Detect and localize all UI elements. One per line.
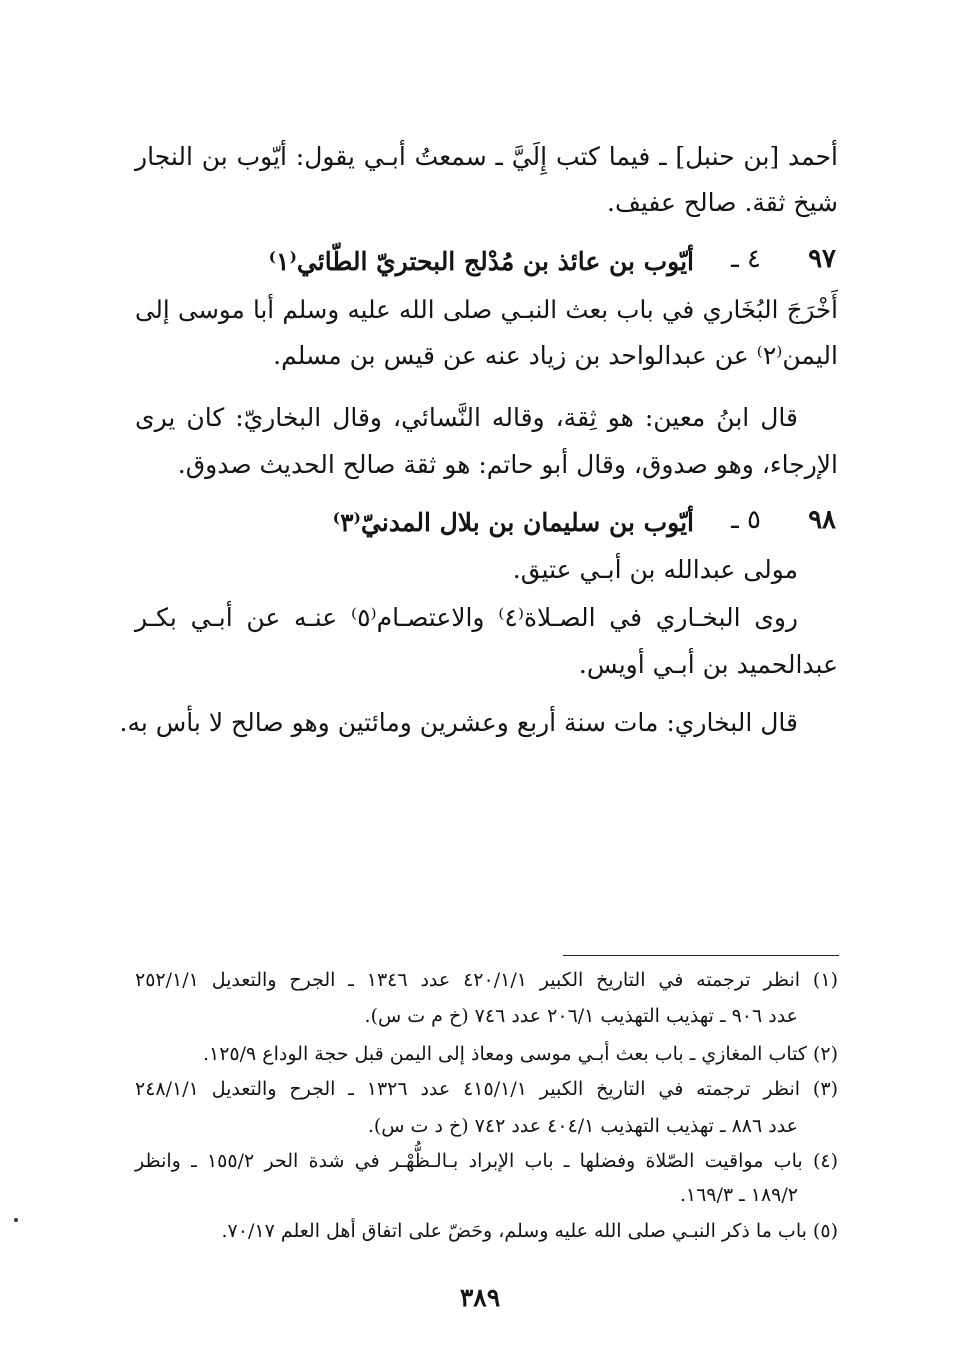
footnote-separator (563, 955, 839, 956)
entry-index: ٥ ـ (731, 505, 761, 535)
entry-text-line: عبدالحميد بن أبـي أويس. (578, 650, 838, 679)
footnote-line: ١٨٩/٢ ـ ١٦٩/٣. (679, 1184, 798, 1206)
footnote-line: (٢) كتاب المغازي ـ باب بعث أبـي موسى ومعاذ إلى اليمن قبل حجة الوداع ١٢٥/٩. (202, 1043, 838, 1065)
footnote-line: عدد ٩٠٦ ـ تهذيب التهذيب ٢٠٦/١ عدد ٧٤٦ (خ م ت س). (364, 1005, 798, 1027)
entry-heading: أيّوب بن سليمان بن بلال المدنيّ⁽٣⁾ (332, 508, 694, 537)
intro-line-1: أحمد [بن حنبل] ـ فيما كتب إِلَيَّ ـ سمعتُ أبـي يقول: أيّوب بن النجار (135, 142, 838, 171)
entry-number: ٩٧ (808, 244, 836, 274)
entry-text-line: روى البخـاري في الصـلاة⁽٤⁾ والاعتصـام⁽٥⁾ عنـه عن أبـي بكـر (135, 603, 799, 632)
footnote-line: عدد ٨٨٦ ـ تهذيب التهذيب ٤٠٤/١ عدد ٧٤٢ (خ د ت س). (367, 1115, 798, 1137)
entry-note-line: قال ابنُ معين: هو ثِقة، وقاله النَّسائي، وقال البخاريّ: كان يرى (135, 403, 798, 432)
footnote-line: (٤) باب مواقيت الصّلاة وفضلها ـ باب الإبراد بـالـظُّهْـر في شدة الحر ١٥٥/٢ ـ وانظر (135, 1150, 838, 1172)
intro-line-2: شيخ ثقة. صالح عفيف. (607, 188, 838, 217)
footnote-line: (٣) انظر ترجمته في التاريخ الكبير ٤١٥/١/١ عدد ١٣٢٦ ـ الجرح والتعديل ٢٤٨/١/١ (135, 1078, 838, 1100)
entry-note-line: الإرجاء، وهو صدوق، وقال أبو حاتم: هو ثقة صالح الحديث صدوق. (177, 450, 838, 479)
entry-note-line: قال البخاري: مات سنة أربع وعشرين ومائتين وهو صالح لا بأس به. (119, 708, 798, 737)
entry-text-line: أَخْرَجَ البُخَاري في باب بعث النبـي صلى الله عليه وسلم أبا موسى إلى (135, 295, 838, 324)
entry-heading: أيّوب بن عائذ بن مُدْلج البحتريّ الطّائي⁽١⁾ (268, 247, 694, 276)
entry-index: ٤ ـ (731, 244, 761, 274)
scan-speck (14, 1218, 18, 1222)
entry-number: ٩٨ (808, 505, 836, 535)
entry-text-line: مولى عبدالله بن أبـي عتيق. (512, 555, 798, 584)
footnote-line: (١) انظر ترجمته في التاريخ الكبير ٤٢٠/١/١ عدد ١٣٤٦ ـ الجرح والتعديل ٢٥٢/١/١ (135, 969, 838, 991)
footnote-line: (٥) باب ما ذكر النبـي صلى الله عليه وسلم، وحَضّ على اتفاق أهل العلم ٧٠/١٧. (221, 1220, 838, 1242)
page-number: ٣٨٩ (459, 1283, 501, 1312)
entry-text-line: اليمن⁽٢⁾ عن عبدالواحد بن زياد عنه عن قيس بن مسلم. (273, 341, 838, 370)
